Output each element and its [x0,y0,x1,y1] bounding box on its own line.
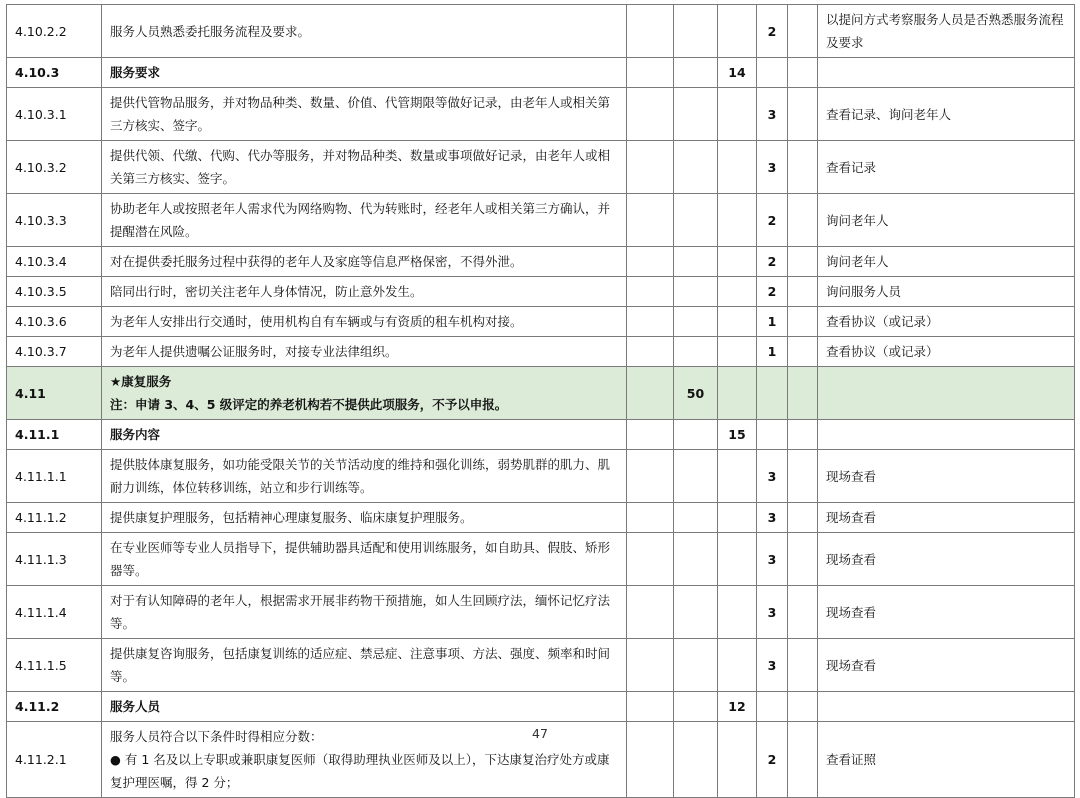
row-total [627,586,674,639]
row-item: 对于有认知障碍的老年人，根据需求开展非药物干预措施，如人生回顾疗法，缅怀记忆疗法等。 [102,586,627,639]
row-item: 提供代管物品服务，并对物品种类、数量、价值、代管期限等做好记录，由老年人或相关第三方核实、签字。 [102,88,627,141]
row-total [627,420,674,450]
row-empty [788,450,818,503]
row-item: 为老年人安排出行交通时，使用机构自有车辆或与有资质的租车机构对接。 [102,307,627,337]
row-empty [757,420,788,450]
row-sub [674,194,718,247]
row-item-cell [102,367,627,420]
row-score: 3 [757,533,788,586]
row-code: 4.11.1.2 [7,503,102,533]
table-row [7,450,1075,503]
row-code: 4.10.3.6 [7,307,102,337]
row-score [788,420,818,450]
row-code: 4.11.1.5 [7,639,102,692]
row-empty [718,307,757,337]
row-item: 服务人员熟悉委托服务流程及要求。 [102,5,627,58]
row-score: 2 [757,277,788,307]
row-code: 4.11.2 [7,692,102,722]
row-total [627,247,674,277]
row-empty [788,586,818,639]
table-row [7,533,1075,586]
table-row [7,5,1075,58]
row-sub [674,586,718,639]
row-empty [788,307,818,337]
row-method: 现场查看 [818,586,1075,639]
row-sub [674,5,718,58]
row-item: 提供代领、代缴、代购、代办等服务，并对物品种类、数量或事项做好记录，由老年人或相关第三方核实、签字。 [102,141,627,194]
row-sub [674,639,718,692]
row-empty [674,420,718,450]
row-score: 3 [757,141,788,194]
row-code: 4.11.1.3 [7,533,102,586]
row-item: 服务人员符合以下条件时得相应分数： [110,729,323,744]
table-row [7,141,1075,194]
row-total [627,141,674,194]
row-method: 查看记录 [818,141,1075,194]
table-row [7,307,1075,337]
row-empty [788,141,818,194]
row-total [627,5,674,58]
row-method: 现场查看 [818,639,1075,692]
row-score: 2 [757,194,788,247]
row-score: 3 [757,639,788,692]
row-item: 陪同出行时，密切关注老年人身体情况，防止意外发生。 [102,277,627,307]
row-empty [718,277,757,307]
page-number: 47 [532,726,548,741]
row-total [627,194,674,247]
row-code: 4.11 [7,367,102,420]
evaluation-table [6,4,1075,798]
row-empty [788,503,818,533]
row-item: 提供康复咨询服务，包括康复训练的适应症、禁忌症、注意事项、方法、强度、频率和时间等。 [102,639,627,692]
row-item: 提供康复护理服务，包括精神心理康复服务、临床康复护理服务。 [102,503,627,533]
row-score: 3 [757,88,788,141]
row-method: 询问老年人 [818,194,1075,247]
row-method: 现场查看 [818,503,1075,533]
row-empty [788,88,818,141]
row-score: 2 [757,5,788,58]
row-empty [788,533,818,586]
row-method: 询问老年人 [818,247,1075,277]
table-row [7,420,1075,450]
row-method: 查看证照 [818,722,1075,798]
row-item: ★康复服务 [110,374,172,389]
row-sub: 12 [718,692,757,722]
row-empty [757,692,788,722]
row-empty [718,503,757,533]
row-code: 4.10.3.7 [7,337,102,367]
row-item-bullet: ● 有 1 名及以上专职或兼职康复医师（取得助理执业医师及以上），下达康复治疗处方或康复护理医嘱，得 2 分； [110,752,610,790]
row-score: 1 [757,307,788,337]
row-note: 注：申请 3、4、5 级评定的养老机构若不提供此项服务，不予以申报。 [110,397,508,412]
row-empty [718,337,757,367]
row-code: 4.11.1.1 [7,450,102,503]
row-sub [674,307,718,337]
row-sub [674,503,718,533]
row-total [627,88,674,141]
row-sub [674,450,718,503]
row-score: 3 [757,586,788,639]
table-row [7,503,1075,533]
row-empty [788,247,818,277]
row-empty [757,58,788,88]
row-empty [718,450,757,503]
row-empty [788,639,818,692]
row-sub [674,533,718,586]
row-sub [674,337,718,367]
row-empty [674,58,718,88]
row-empty [718,586,757,639]
row-sub: 14 [718,58,757,88]
row-sub [674,277,718,307]
row-code: 4.11.1.4 [7,586,102,639]
table-row [7,639,1075,692]
table-row [7,586,1075,639]
row-empty [718,141,757,194]
row-empty [718,5,757,58]
row-score: 3 [757,503,788,533]
row-sub [718,367,757,420]
row-code: 4.10.3.1 [7,88,102,141]
table-row-major [7,367,1075,420]
row-total [627,450,674,503]
row-item: 服务人员 [102,692,627,722]
row-code: 4.11.2.1 [7,722,102,798]
row-sub [674,141,718,194]
row-empty [757,367,788,420]
row-method: 现场查看 [818,533,1075,586]
row-item: 为老年人提供遗嘱公证服务时，对接专业法律组织。 [102,337,627,367]
table-row [7,247,1075,277]
row-item: 提供肢体康复服务，如功能受限关节的关节活动度的维持和强化训练，弱势肌群的肌力、肌耐力训练，体位转移训练，站立和步行训练等。 [102,450,627,503]
row-method [818,692,1075,722]
row-empty [627,367,674,420]
row-method: 查看记录、询问老年人 [818,88,1075,141]
row-empty [788,337,818,367]
row-method: 查看协议（或记录） [818,307,1075,337]
row-item: 服务内容 [102,420,627,450]
row-method [818,367,1075,420]
row-score: 2 [757,247,788,277]
row-empty [718,533,757,586]
row-empty [788,194,818,247]
row-total [627,58,674,88]
row-score: 1 [757,337,788,367]
row-total [627,639,674,692]
table-row [7,337,1075,367]
row-code: 4.10.3.2 [7,141,102,194]
row-total [627,692,674,722]
table-row [7,194,1075,247]
row-total [627,503,674,533]
row-score [788,692,818,722]
row-item: 对在提供委托服务过程中获得的老年人及家庭等信息严格保密，不得外泄。 [102,247,627,277]
row-code: 4.10.3.3 [7,194,102,247]
row-method [818,58,1075,88]
row-method: 询问服务人员 [818,277,1075,307]
row-sub [674,88,718,141]
row-sub: 15 [718,420,757,450]
row-code: 4.10.2.2 [7,5,102,58]
row-code: 4.10.3.4 [7,247,102,277]
table-row [7,692,1075,722]
row-total [627,533,674,586]
row-score: 2 [757,722,788,798]
row-code: 4.11.1 [7,420,102,450]
row-total [627,277,674,307]
row-sub [674,247,718,277]
row-empty [718,88,757,141]
row-empty [718,194,757,247]
table-row [7,88,1075,141]
row-empty [718,639,757,692]
row-total [627,307,674,337]
row-score [788,58,818,88]
row-item: 协助老年人或按照老年人需求代为网络购物、代为转账时，经老年人或相关第三方确认，并提醒潜在风险。 [102,194,627,247]
row-method [818,420,1075,450]
row-score [788,367,818,420]
row-empty [788,277,818,307]
row-method: 现场查看 [818,450,1075,503]
row-empty [788,5,818,58]
table-row [7,58,1075,88]
row-empty [718,247,757,277]
table-row [7,277,1075,307]
row-empty [674,692,718,722]
row-total [627,337,674,367]
row-method: 查看协议（或记录） [818,337,1075,367]
row-item: 服务要求 [102,58,627,88]
row-code: 4.10.3.5 [7,277,102,307]
row-total: 50 [674,367,718,420]
row-item: 在专业医师等专业人员指导下，提供辅助器具适配和使用训练服务，如自助具、假肢、矫形器等。 [102,533,627,586]
row-method: 以提问方式考察服务人员是否熟悉服务流程及要求 [818,5,1075,58]
row-score: 3 [757,450,788,503]
row-code: 4.10.3 [7,58,102,88]
